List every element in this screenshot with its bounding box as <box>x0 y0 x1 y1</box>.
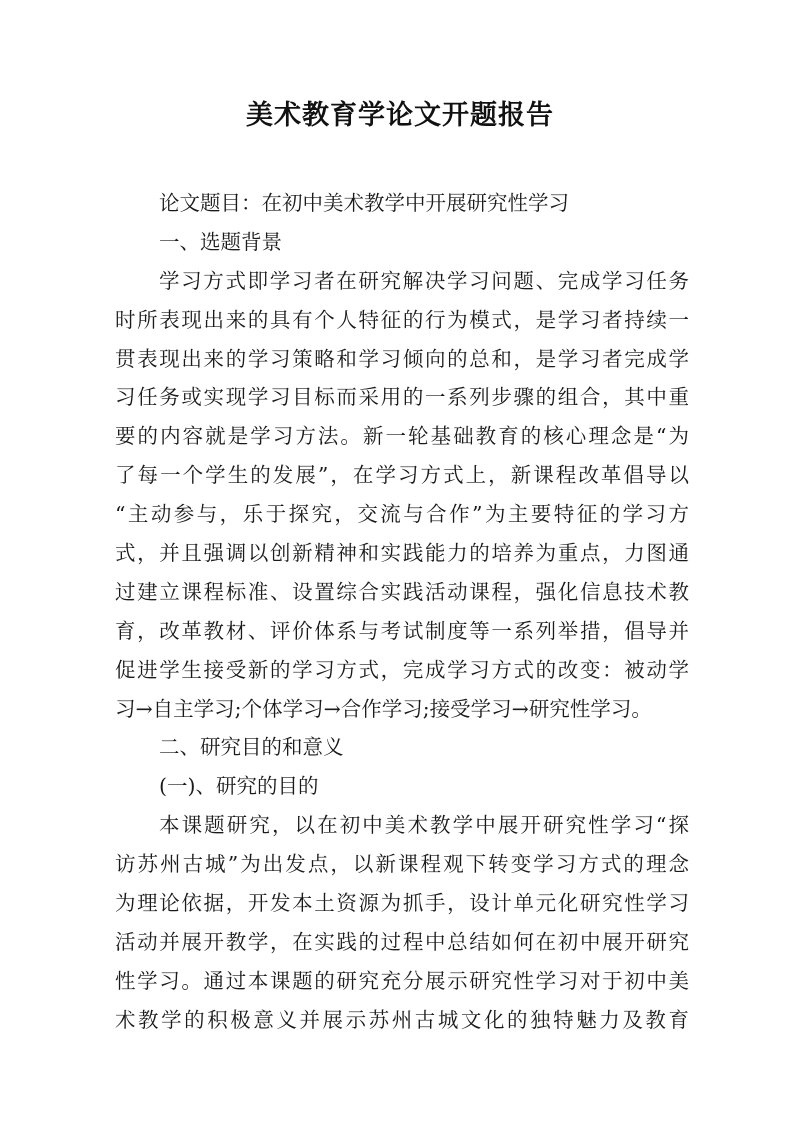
thesis-title-line: 论文题目：在初中美术教学中开展研究性学习 <box>159 191 569 215</box>
section-heading-background: 一、选题背景 <box>159 229 282 254</box>
paragraph-line: 时所表现出来的具有个人特征的行为模式，是学习者持续一 <box>115 307 689 332</box>
paragraph-line: 为理论依据，开发本土资源为抓手，设计单元化研究性学习 <box>115 891 689 916</box>
paragraph-line: 了每一个学生的发展”，在学习方式上，新课程改革倡导以 <box>115 463 689 488</box>
paragraph-line: 本课题研究，以在初中美术教学中展开研究性学习“探 <box>159 813 689 838</box>
paragraph-line: 要的内容就是学习方法。新一轮基础教育的核心理念是“为 <box>115 424 689 449</box>
paragraph-line: 习→自主学习;个体学习→合作学习;接受学习→研究性学习。 <box>115 696 652 721</box>
paragraph-line: 贯表现出来的学习策略和学习倾向的总和，是学习者完成学 <box>115 346 689 371</box>
section-heading-purpose: 二、研究目的和意义 <box>159 735 344 760</box>
subsection-heading-purpose: (一)、研究的目的 <box>159 774 319 799</box>
paragraph-line: “主动参与，乐于探究，交流与合作”为主要特征的学习方 <box>115 502 689 527</box>
paragraph-line: 性学习。通过本课题的研究充分展示研究性学习对于初中美 <box>115 968 689 993</box>
paragraph-line: 学习方式即学习者在研究解决学习问题、完成学习任务 <box>159 268 689 293</box>
paragraph-line: 习任务或实现学习目标而采用的一系列步骤的组合，其中重 <box>115 385 689 410</box>
paragraph-line: 促进学生接受新的学习方式，完成学习方式的改变：被动学 <box>115 657 689 682</box>
paragraph-line: 育，改革教材、评价体系与考试制度等一系列举措，倡导并 <box>115 618 689 643</box>
paragraph-line: 访苏州古城”为出发点，以新课程观下转变学习方式的理念 <box>115 852 689 877</box>
paragraph-line: 活动并展开教学，在实践的过程中总结如何在初中展开研究 <box>115 929 689 954</box>
paragraph-line: 式，并且强调以创新精神和实践能力的培养为重点，力图通 <box>115 541 689 566</box>
paragraph-line: 过建立课程标准、设置综合实践活动课程，强化信息技术教 <box>115 579 689 604</box>
paragraph-line: 术教学的积极意义并展示苏州古城文化的独特魅力及教育 <box>115 1007 689 1032</box>
document-body <box>115 184 689 1040</box>
page-title: 美术教育学论文开题报告 <box>246 100 554 131</box>
